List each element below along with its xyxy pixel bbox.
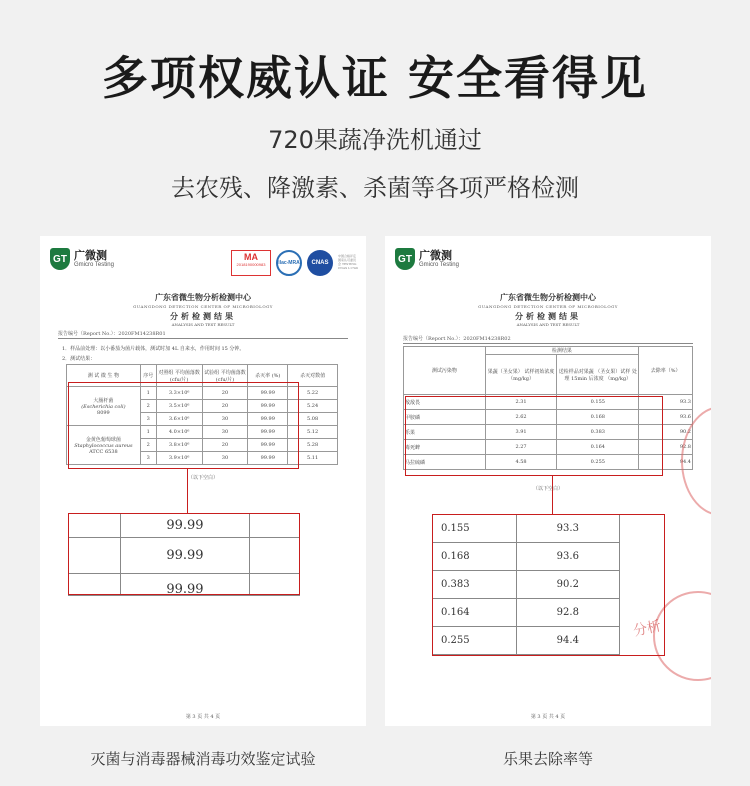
table-row: 金黄色葡萄球菌 Staphylococcus aureus ATCC 6538 1 4.0×10⁶ 30 99.99 5.12 xyxy=(67,426,338,439)
table-row: 甲胺磷 2.62 0.168 93.6 xyxy=(404,410,693,425)
gmicro-logo-icon: GT xyxy=(395,248,415,270)
center-name: 广东省微生物分析检测中心 xyxy=(500,292,596,302)
center-name-en: GUANGDONG DETECTION CENTER OF MICROBIOLOGY xyxy=(478,304,618,309)
table-row: 敌敌畏 2.31 0.155 93.3 xyxy=(404,395,693,410)
report-document-pesticide xyxy=(385,236,711,726)
results-label: 2．测试结果： xyxy=(62,356,96,362)
brand-name-en: Gmicro Testing xyxy=(74,261,114,268)
highlight-connector xyxy=(552,476,553,514)
col-header: 试验组 平均菌落数 (cfu/片) xyxy=(202,365,248,387)
organism-staph: 金黄色葡萄球菌 Staphylococcus aureus ATCC 6538 xyxy=(67,426,141,465)
gmicro-logo xyxy=(395,248,459,270)
table-row: 0.164 92.8 xyxy=(433,599,620,627)
col-header: 对照组 平均菌落数 (cfu/片) xyxy=(156,365,202,387)
caption-pesticide-removal: 乐果去除率等 xyxy=(502,750,593,768)
brand-name-cn: 广微测 xyxy=(419,249,452,262)
report-document-sterilization xyxy=(40,236,366,726)
organism-ecoli: 大肠杆菌 (Escherichia coli) 8099 xyxy=(67,387,141,426)
cma-badge-icon: MA 2018190000983 xyxy=(231,250,271,276)
table-row: 毒死蜱 2.27 0.164 92.8 xyxy=(404,440,693,455)
brand-name-en: Gmicro Testing xyxy=(419,261,459,268)
caption-sterilization-test: 灭菌与消毒器械消毒功效鉴定试验 xyxy=(90,750,316,768)
table-row: 0.383 90.2 xyxy=(433,571,620,599)
blank-below-note: （以下空白） xyxy=(187,475,218,481)
col-header: 杀灭对数值 xyxy=(288,365,338,387)
subtitle-product: 720果蔬净洗机通过 xyxy=(268,126,482,154)
table-row: 0.155 93.3 xyxy=(433,515,620,543)
certification-badges xyxy=(231,250,358,276)
table-row: 乐果 3.91 0.383 90.2 xyxy=(404,425,693,440)
table-row: 大肠杆菌 (Escherichia coli) 8099 1 3.3×10⁶ 20 99.99 5.22 xyxy=(67,387,338,400)
col-header: 送检样品对果蔬 （圣女果）试样 处理 15min 后浓度 （mg/kg） xyxy=(557,355,639,395)
zoom-highlight-box xyxy=(432,514,665,656)
report-number: 报告编号（Report No.）：2020FM14238R02 xyxy=(403,336,511,342)
col-header: 去除率（%） xyxy=(639,347,693,395)
table-row: 2 3.5×10⁶ 20 99.99 5.24 xyxy=(67,400,338,413)
cnas-note: 中国合格评定国家认可委员会 TESTING CNAS L1749 xyxy=(338,254,358,270)
table-row: 3 3.6×10⁶ 30 99.99 5.08 xyxy=(67,413,338,426)
center-name-en: GUANGDONG DETECTION CENTER OF MICROBIOLOGY xyxy=(133,304,273,309)
pretreatment-note: 1．样品前处理：以小番茄为菌片载体，测试时加 4L 自来水，作用时间 15 分钟。 xyxy=(62,346,245,352)
gmicro-logo xyxy=(50,248,114,270)
header-rule xyxy=(403,343,693,344)
page-number: 第 3 页 共 4 页 xyxy=(530,714,566,720)
center-name: 广东省微生物分析检测中心 xyxy=(155,292,251,302)
blank-below-note: （以下空白） xyxy=(532,486,563,492)
report-title: 分析检测结果 xyxy=(170,311,236,321)
table-row: 0.168 93.6 xyxy=(433,543,620,571)
table-row: 99.99 xyxy=(69,574,300,596)
highlight-box xyxy=(405,396,663,476)
col-header: 杀灭率 (%) xyxy=(248,365,288,387)
report-title-en: ANALYSIS AND TEST RESULT xyxy=(171,322,235,327)
col-header: 检测结果 xyxy=(485,347,639,355)
col-header: 果蔬（圣女果） 试样初始浓度 （mg/kg） xyxy=(485,355,557,395)
table-row: 3 3.9×10⁶ 30 99.99 5.11 xyxy=(67,452,338,465)
report-number: 报告编号（Report No.）：2020FM14238R01 xyxy=(58,331,166,337)
page-title: 多项权威认证 安全看得见 xyxy=(101,51,648,105)
table-row: 99.99 xyxy=(69,538,300,574)
report-title: 分析检测结果 xyxy=(515,311,581,321)
col-header: 测 试 微 生 物 xyxy=(67,365,141,387)
page-number: 第 3 页 共 4 页 xyxy=(185,714,221,720)
cnas-badge-icon: CNAS xyxy=(307,250,333,276)
brand-name-cn: 广微测 xyxy=(74,249,107,262)
subtitle-tests: 去农残、降激素、杀菌等各项严格检测 xyxy=(171,174,579,202)
col-header: 序号 xyxy=(140,365,156,387)
zoom-highlight-box xyxy=(68,513,300,595)
table-row: 2 3.8×10⁶ 20 99.99 5.28 xyxy=(67,439,338,452)
ilac-mra-badge-icon: ilac-MRA xyxy=(276,250,302,276)
table-row: 99.99 xyxy=(69,514,300,538)
col-header: 测试污染物 xyxy=(404,347,486,395)
table-row: 马拉硫磷 4.58 0.255 94.4 xyxy=(404,455,693,470)
header-rule xyxy=(58,338,348,339)
gmicro-logo-icon: GT xyxy=(50,248,70,270)
table-header-row xyxy=(404,347,693,355)
table-row: 0.255 94.4 xyxy=(433,627,620,655)
highlight-box xyxy=(68,382,299,469)
report-title-en: ANALYSIS AND TEST RESULT xyxy=(516,322,580,327)
seal-text: 分析 xyxy=(631,618,663,640)
